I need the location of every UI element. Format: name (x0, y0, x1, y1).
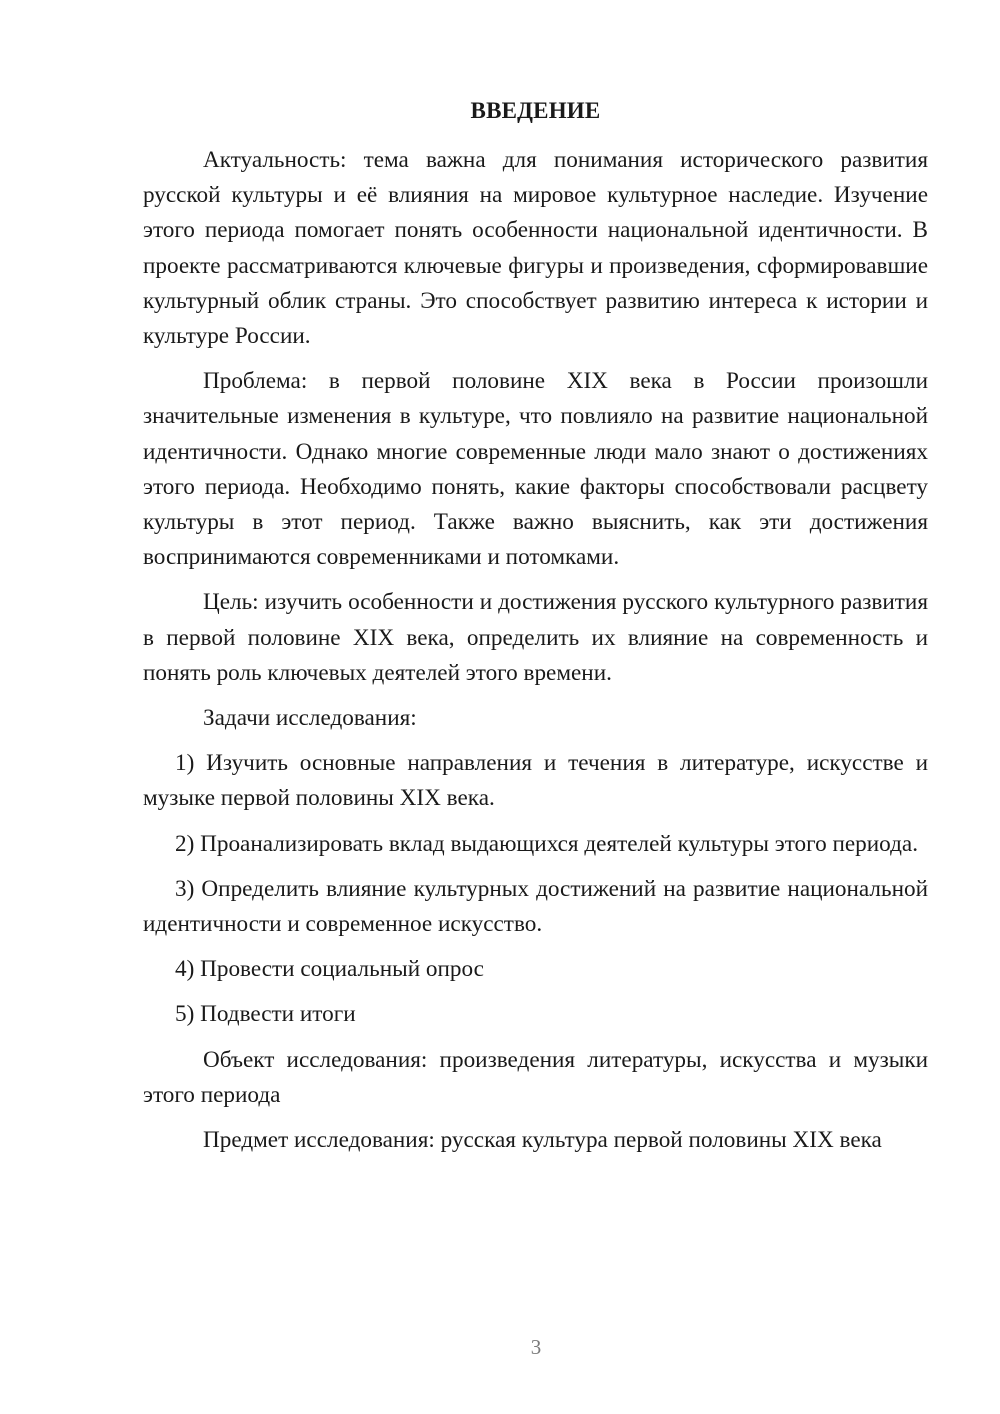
task-item-2: 2) Проанализировать вклад выдающихся деятелей культуры этого периода. (175, 830, 918, 857)
subject-paragraph: Предмет исследования: русская культура первой половины XIX века (203, 1127, 882, 1154)
problem-paragraph: Проблема: в первой половине XIX века в России произошли значительные изменения в культуре, что повлияло на развитие национальной идентичности. Однако многие современные люди мало знают о достижениях этого периода. Необходимо понять, какие факторы способствовали расцвету культуры в этот период. Также важно выяснить, как эти достижения воспринимаются современниками и потомками. (143, 368, 928, 571)
section-body (143, 143, 928, 1168)
relevance-paragraph: Актуальность: тема важна для понимания исторического развития русской культуры и её влияния на мировое культурное наследие. Изучение этого периода помогает понять особенности национальной идентичности. В проекте рассматриваются ключевые фигуры и произведения, сформировавшие культурный облик страны. Это способствует развитию интереса к истории и культуре России. (143, 147, 928, 350)
section-title: ВВЕДЕНИЕ (470, 98, 601, 123)
task-item-5: 5) Подвести итоги (175, 1001, 356, 1028)
task-item-3: 3) Определить влияние культурных достижений на развитие национальной идентичности и современное искусство. (143, 875, 928, 938)
tasks-heading: Задачи исследования: (203, 705, 417, 732)
task-item-1: 1) Изучить основные направления и течения в литературе, искусстве и музыке первой половины XIX века. (143, 750, 928, 812)
object-paragraph: Объект исследования: произведения литературы, искусства и музыки этого периода (143, 1046, 928, 1108)
goal-paragraph: Цель: изучить особенности и достижения русского культурного развития в первой половине XIX века, определить их влияние на современность и понять роль ключевых деятелей этого времени. (143, 589, 928, 686)
task-item-4: 4) Провести социальный опрос (175, 956, 484, 983)
page-number: 3 (530, 1335, 542, 1359)
